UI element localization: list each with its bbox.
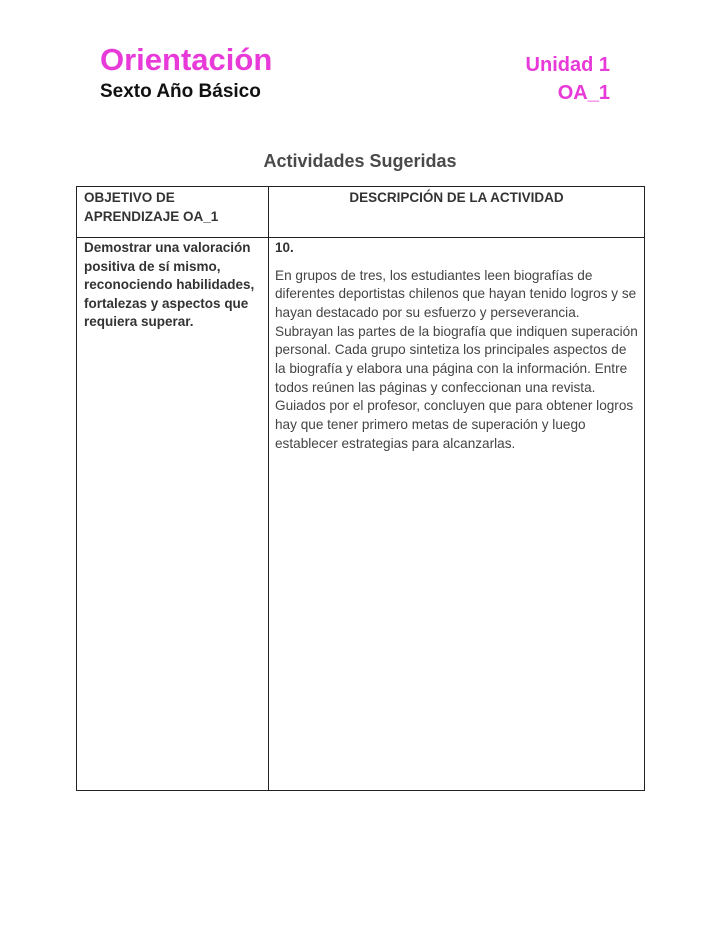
table-row xyxy=(77,238,645,791)
objective-code-label: OA_1 xyxy=(557,82,610,104)
objective-cell: Demostrar una valoración positiva de sí mismo, reconociendo habilidades, fortalezas y aspectos que requiera superar. xyxy=(77,238,269,791)
activities-table xyxy=(76,186,645,791)
section-title: Actividades Sugeridas xyxy=(263,151,457,171)
description-column-header: DESCRIPCIÓN DE LA ACTIVIDAD xyxy=(269,187,645,238)
subject-title: Orientación xyxy=(100,42,273,77)
activity-number: 10. xyxy=(275,240,294,255)
objective-column-header: OBJETIVO DE APRENDIZAJE OA_1 xyxy=(77,187,269,238)
table-header-row xyxy=(77,187,645,238)
activity-description: En grupos de tres, los estudiantes leen biografías de diferentes deportistas chilenos que hayan tenido logros y se hayan destacado por su esfuerzo y perseverancia. Subrayan las partes de la biografía que indiquen superación personal. Cada grupo sintetiza los principales aspectos de la biografía y elabora una página con la información. Entre todos reúnen las páginas y confeccionan una revista. Guiados por el profesor, concluyen que para obtener logros hay que tener primero metas de superación y luego establecer estrategias para alcanzarlas. xyxy=(275,267,638,451)
grade-title: Sexto Año Básico xyxy=(100,81,261,102)
document-header xyxy=(100,40,612,110)
description-cell xyxy=(269,238,645,791)
unit-label: Unidad 1 xyxy=(525,54,610,76)
